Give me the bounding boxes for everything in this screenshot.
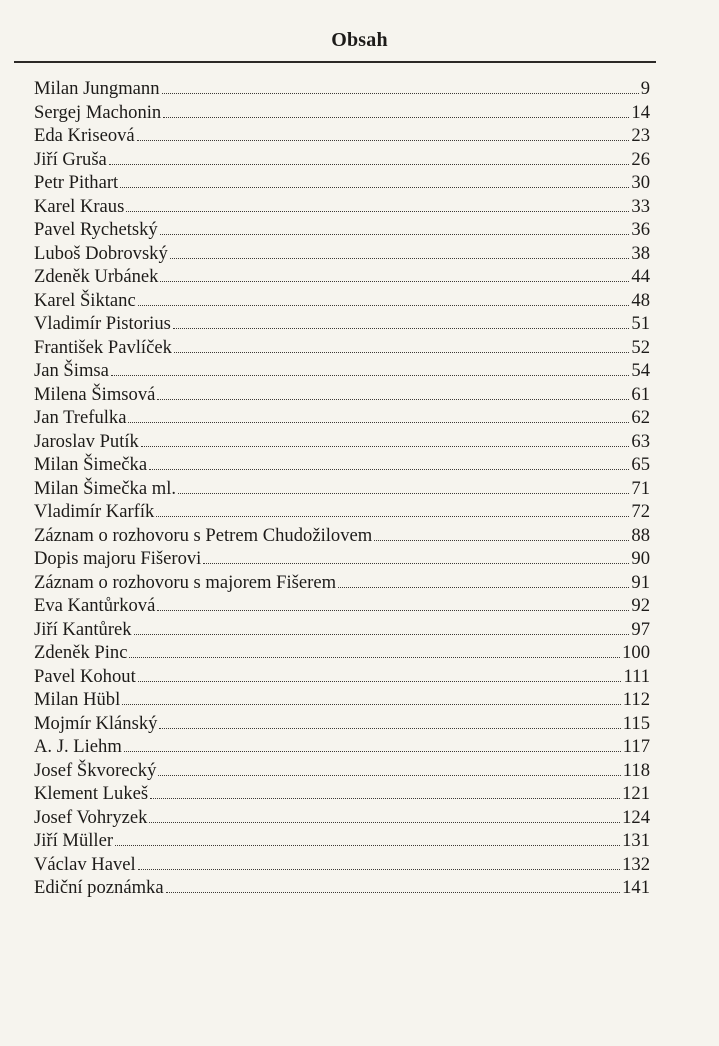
dot-leader <box>115 845 620 846</box>
table-of-contents <box>34 77 650 900</box>
dot-leader <box>158 775 620 776</box>
toc-entry-page-number: 141 <box>622 877 650 898</box>
dot-leader <box>157 399 629 400</box>
toc-entry <box>34 265 650 289</box>
toc-entry <box>34 806 650 830</box>
dot-leader <box>137 140 630 141</box>
toc-entry <box>34 242 650 266</box>
toc-entry <box>34 641 650 665</box>
dot-leader <box>157 610 629 611</box>
toc-entry-page-number: 61 <box>631 383 650 405</box>
toc-entry <box>34 782 650 806</box>
toc-entry-page-number: 112 <box>622 689 650 710</box>
toc-entry-page-number: 91 <box>631 571 650 593</box>
toc-entry <box>34 218 650 242</box>
toc-entry <box>34 148 650 172</box>
toc-entry-title: Milan Šimečka <box>34 454 148 475</box>
toc-entry-title: Jan Trefulka <box>34 407 127 428</box>
dot-leader <box>138 305 630 306</box>
dot-leader <box>162 93 639 94</box>
toc-entry-page-number: 26 <box>631 148 650 170</box>
dot-leader <box>149 469 629 470</box>
toc-entry-page-number: 121 <box>622 783 650 804</box>
dot-leader <box>138 681 622 682</box>
toc-entry-page-number: 115 <box>622 712 650 734</box>
toc-entry-title: Mojmír Klánský <box>34 712 158 734</box>
toc-entry-page-number: 33 <box>631 195 650 217</box>
toc-entry-page-number: 62 <box>631 407 650 428</box>
dot-leader <box>138 869 620 870</box>
dot-leader <box>134 634 630 635</box>
toc-entry <box>34 336 650 360</box>
toc-entry-title: Záznam o rozhovoru s majorem Fišerem <box>34 571 337 593</box>
toc-entry-page-number: 36 <box>631 219 650 240</box>
toc-entry-page-number: 52 <box>631 336 650 358</box>
toc-entry-title: Pavel Rychetský <box>34 219 158 240</box>
toc-entry-title: Milena Šimsová <box>34 383 156 405</box>
toc-entry-title: Luboš Dobrovský <box>34 242 168 264</box>
dot-leader <box>374 540 629 541</box>
toc-entry-title: Vladimír Karfík <box>34 501 155 522</box>
toc-entry-page-number: 72 <box>631 501 650 522</box>
toc-entry-title: Dopis majoru Fišerovi <box>34 548 202 569</box>
page-title: Obsah <box>331 29 388 51</box>
toc-entry <box>34 665 650 689</box>
toc-entry-title: Jiří Gruša <box>34 148 107 170</box>
dot-leader <box>120 187 629 188</box>
toc-entry-title: Milan Jungmann <box>34 78 160 99</box>
toc-entry-page-number: 88 <box>631 524 650 546</box>
toc-entry-page-number: 30 <box>631 172 650 193</box>
dot-leader <box>156 516 629 517</box>
toc-entry-title: Josef Vohryzek <box>34 806 148 828</box>
toc-entry-title: Petr Pithart <box>34 172 119 193</box>
toc-entry-page-number: 132 <box>622 853 650 875</box>
dot-leader <box>124 751 621 752</box>
toc-entry-page-number: 63 <box>631 430 650 452</box>
toc-entry-title: A. J. Liehm <box>34 736 122 757</box>
dot-leader <box>178 493 629 494</box>
toc-entry <box>34 524 650 548</box>
toc-entry <box>34 453 650 477</box>
toc-entry <box>34 383 650 407</box>
toc-entry-title: Klement Lukeš <box>34 783 149 804</box>
toc-entry <box>34 618 650 642</box>
dot-leader <box>128 422 629 423</box>
toc-entry <box>34 359 650 383</box>
toc-entry-title: Eda Kriseová <box>34 125 135 146</box>
toc-entry <box>34 195 650 219</box>
toc-entry <box>34 876 650 900</box>
dot-leader <box>149 822 620 823</box>
toc-entry <box>34 124 650 148</box>
toc-entry-title: Zdeněk Urbánek <box>34 266 159 287</box>
toc-entry-title: Jiří Müller <box>34 830 114 851</box>
toc-entry <box>34 571 650 595</box>
toc-entry-title: Jaroslav Putík <box>34 430 139 452</box>
dot-leader <box>163 117 629 118</box>
dot-leader <box>160 234 630 235</box>
toc-entry-page-number: 9 <box>640 78 650 99</box>
toc-entry-page-number: 92 <box>631 595 650 616</box>
toc-entry-page-number: 71 <box>631 477 650 499</box>
toc-entry <box>34 312 650 336</box>
dot-leader <box>338 587 629 588</box>
dot-leader <box>126 211 629 212</box>
dot-leader <box>150 798 620 799</box>
toc-entry-title: Sergej Machonin <box>34 101 162 123</box>
toc-entry-title: Josef Škvorecký <box>34 759 157 781</box>
toc-entry-title: Karel Šiktanc <box>34 289 136 311</box>
toc-entry-page-number: 111 <box>623 665 650 687</box>
toc-entry-title: Eva Kantůrková <box>34 595 156 616</box>
toc-entry-page-number: 14 <box>631 101 650 123</box>
toc-entry-page-number: 117 <box>622 736 650 757</box>
dot-leader <box>166 892 621 893</box>
toc-entry-title: Jiří Kantůrek <box>34 618 132 640</box>
toc-entry-title: Vladimír Pistorius <box>34 313 171 334</box>
title-divider <box>14 61 656 63</box>
toc-entry-page-number: 51 <box>631 313 650 334</box>
toc-entry-page-number: 97 <box>631 618 650 640</box>
dot-leader <box>159 728 620 729</box>
toc-entry-title: Milan Šimečka ml. <box>34 477 177 499</box>
toc-entry <box>34 406 650 430</box>
toc-entry-page-number: 38 <box>631 242 650 264</box>
dot-leader <box>174 352 630 353</box>
toc-entry-title: Milan Hübl <box>34 689 121 710</box>
toc-entry <box>34 688 650 712</box>
toc-entry-title: Pavel Kohout <box>34 665 136 687</box>
dot-leader <box>160 281 629 282</box>
toc-entry-page-number: 131 <box>622 830 650 851</box>
toc-entry <box>34 829 650 853</box>
toc-entry-title: Zdeněk Pinc <box>34 642 128 663</box>
toc-entry <box>34 759 650 783</box>
dot-leader <box>109 164 630 165</box>
toc-entry-page-number: 124 <box>622 806 650 828</box>
toc-entry-title: Karel Kraus <box>34 195 125 217</box>
toc-entry-page-number: 23 <box>631 125 650 146</box>
toc-entry <box>34 101 650 125</box>
dot-leader <box>141 446 630 447</box>
dot-leader <box>173 328 630 329</box>
toc-entry-title: Ediční poznámka <box>34 877 164 898</box>
toc-entry-page-number: 65 <box>631 454 650 475</box>
toc-entry-page-number: 100 <box>622 642 650 663</box>
toc-entry <box>34 289 650 313</box>
toc-entry-title: Záznam o rozhovoru s Petrem Chudožilovem <box>34 524 373 546</box>
toc-entry <box>34 735 650 759</box>
toc-entry <box>34 853 650 877</box>
toc-entry-page-number: 44 <box>631 266 650 287</box>
toc-entry-title: Václav Havel <box>34 853 136 875</box>
toc-entry-title: František Pavlíček <box>34 336 172 358</box>
toc-entry <box>34 594 650 618</box>
toc-entry <box>34 430 650 454</box>
toc-entry-title: Jan Šimsa <box>34 360 109 381</box>
dot-leader <box>170 258 630 259</box>
dot-leader <box>129 657 620 658</box>
toc-entry <box>34 77 650 101</box>
toc-entry <box>34 547 650 571</box>
toc-entry-page-number: 90 <box>631 548 650 569</box>
dot-leader <box>111 375 630 376</box>
toc-entry-page-number: 54 <box>631 360 650 381</box>
toc-entry <box>34 171 650 195</box>
dot-leader <box>122 704 621 705</box>
toc-entry-page-number: 118 <box>622 759 650 781</box>
toc-entry-page-number: 48 <box>631 289 650 311</box>
dot-leader <box>203 563 629 564</box>
toc-entry <box>34 500 650 524</box>
toc-entry <box>34 477 650 501</box>
toc-entry <box>34 712 650 736</box>
